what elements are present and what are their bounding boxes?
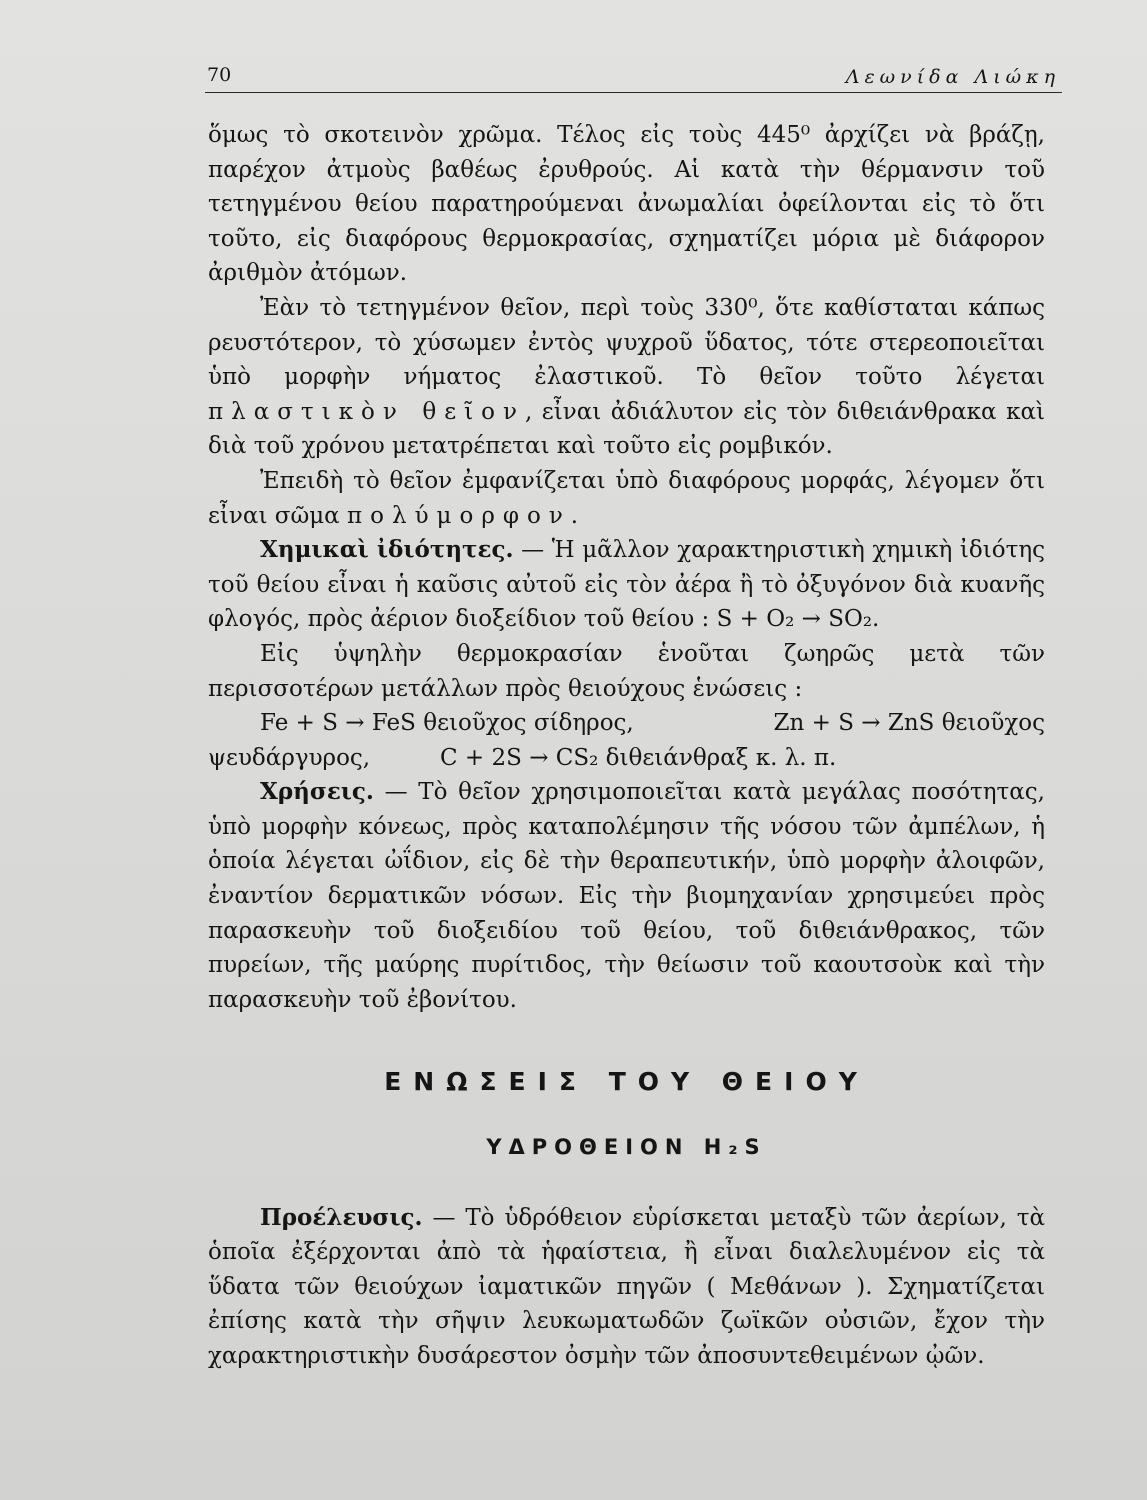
running-head: Λεωνίδα Λιώκη <box>845 66 1060 88</box>
paragraph-plastic-sulfur <box>208 291 1045 464</box>
plastic-term: πλαστικὸν θεῖον <box>208 398 525 425</box>
page-number: 70 <box>207 64 232 86</box>
formula-zinc: Zn + S → ZnS θειοῦχος <box>773 710 1045 737</box>
paragraph-chemical-properties <box>208 533 1045 637</box>
origin-heading: Προέλευσις. <box>260 1203 423 1231</box>
section-title: ΕΝΩΣΕΙΣ ΤΟΥ ΘΕΙΟΥ <box>384 1067 869 1097</box>
uses-text: — Τὸ θεῖον χρησιμοποιεῖται κατὰ μεγάλας ποσότητας, ὑπὸ μορφὴν κόνεως, πρὸς καταπολέμησιν τῆς νόσου τῶν ἀμπέλων, ἡ ὁποία λέγεται ὠΐδιον, εἰς δὲ τὴν θεραπευτικήν, ὑπὸ μορφὴν ἀλοιφῶν, ἐναντίον δερματικῶν νόσων. Εἰς τὴν βιομηχανίαν χρησιμεύει πρὸς παρασκευὴν τοῦ διοξειδίου τοῦ θείου, τοῦ διθειάνθρακος, τῶν πυρείων, τῆς μαύρης πυρίτιδος, τὴν θείωσιν τοῦ καουτσοὺκ καὶ τὴν παρασκευὴν τοῦ ἐβονίτου. <box>208 779 1045 1013</box>
chemical-heading: Χημικαὶ ἰδιότητες. <box>260 536 514 564</box>
paragraph-boiling: ὅμως τὸ σκοτεινὸν χρῶμα. Τέλος εἰς τοὺς 445⁰ ἀρχίζει νὰ βράζῃ, παρέχον ἀτμοὺς βαθέως ἐρυθρούς. Αἱ κατὰ τὴν θέρμανσιν τοῦ τετηγμένου θείου παρατηρούμεναι ἀνωμαλίαι ὀφείλονται εἰς τὸ ὅτι τοῦτο, εἰς διαφόρους θερμοκρασίας, σχηματίζει μόρια μὲ διάφορον ἀριθμὸν ἀτόμων. <box>208 122 1045 287</box>
plastic-rest: , εἶναι ἀδιάλυτον εἰς τὸν διθειάνθρακα καὶ διὰ τοῦ χρόνου μετατρέπεται καὶ τοῦτο εἰς ρομβικόν. <box>208 398 1045 460</box>
paragraph-origin <box>208 1201 1045 1374</box>
chemical-text: — Ἡ μᾶλλον χαρακτηριστικὴ χημικὴ ἰδιότης τοῦ θείου εἶναι ἡ καῦσις αὐτοῦ εἰς τὸν ἀέρα ἢ τὸ ὀξυγόνον διὰ κυανῆς φλογός, πρὸς ἀέριον διοξείδιον τοῦ θείου : S + O₂ → SO₂. <box>208 537 1046 633</box>
formula-zinc-cont: ψευδάργυρος, <box>208 744 371 771</box>
polymorph-term: πολύμορφον. <box>347 502 587 529</box>
page-body <box>208 118 1045 1374</box>
formula-iron: Fe + S → FeS θειοῦχος σίδηρος, <box>260 710 634 737</box>
formula-line-2 <box>208 741 1045 776</box>
origin-text: — Τὸ ὑδρόθειον εὑρίσκεται μεταξὺ τῶν ἀερίων, τὰ ὁποῖα ἐξέρχονται ἀπὸ τὰ ἡφαίστεια, ἢ εἶναι διαλελυμένον εἰς τὰ ὕδατα τῶν θειούχων ἰαματικῶν πηγῶν ( Μεθάνων ). Σχηματίζεται ἐπίσης κατὰ τὴν σῆψιν λευκωματωδῶν ζωϊκῶν οὐσιῶν, ἔχον τὴν χαρακτηριστικὴν δυσάρεστον ὀσμὴν τῶν ἀποσυντεθειμένων ᾠῶν. <box>208 1204 1046 1369</box>
paragraph-polymorph <box>208 464 1045 533</box>
page-header <box>205 58 1062 93</box>
formula-line-1 <box>208 706 1045 741</box>
subsection-title: ΥΔΡΟΘΕΙΟΝ H₂S <box>486 1135 767 1160</box>
formula-carbon: C + 2S → CS₂ διθειάνθραξ κ. λ. π. <box>440 744 837 771</box>
plastic-text: Ἐὰν τὸ τετηγμένον θεῖον, περὶ τοὺς 330⁰, ὅτε καθίσταται κάπως ρευστότερον, τὸ χύσωμεν ἐντὸς ψυχροῦ ὕδατος, τότε στερεοποιεῖται ὑπὸ μορφὴν νήματος ἐλαστικοῦ. Τὸ θεῖον τοῦτο λέγεται <box>208 294 1045 391</box>
uses-heading: Χρήσεις. <box>260 778 374 806</box>
paragraph-metals: Εἰς ὑψηλὴν θερμοκρασίαν ἑνοῦται ζωηρῶς μετὰ τῶν περισσοτέρων μετάλλων πρὸς θειούχους ἑνώσεις : <box>208 640 1045 702</box>
polymorph-text: Ἐπειδὴ τὸ θεῖον ἐμφανίζεται ὑπὸ διαφόρους μορφάς, λέγομεν ὅτι εἶναι σῶμα <box>208 467 1045 529</box>
paragraph-uses <box>208 775 1045 1017</box>
